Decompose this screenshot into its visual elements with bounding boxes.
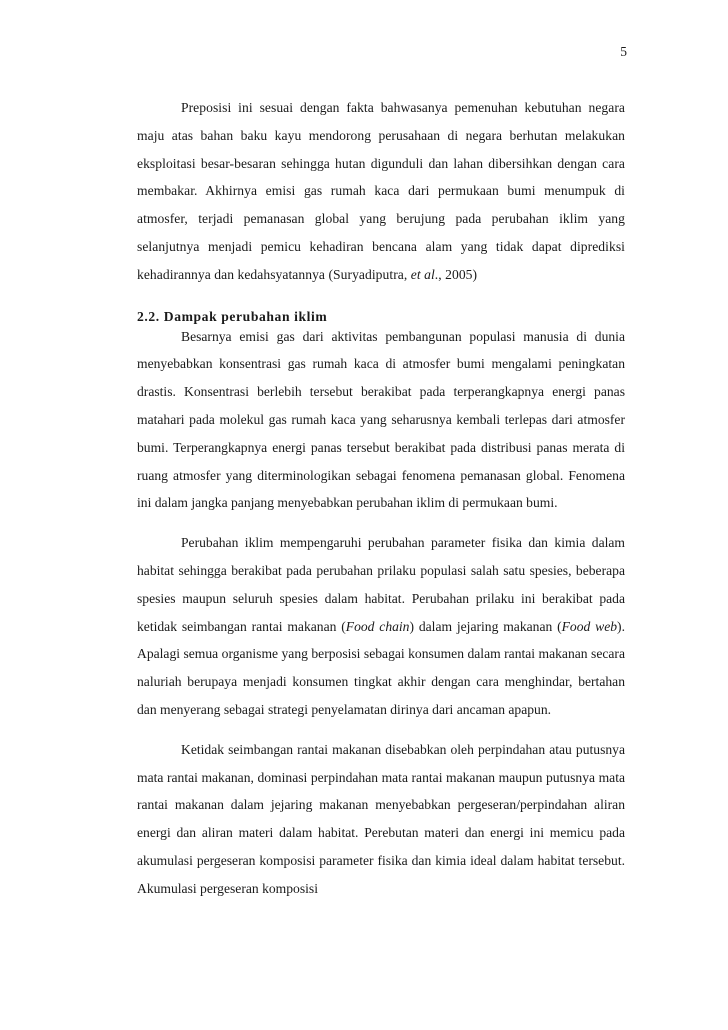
paragraph-perubahan-text-b: ) dalam jejaring makanan ( xyxy=(409,618,562,634)
page-number: 5 xyxy=(620,44,627,59)
paragraph-ketidak-seimbangan: Ketidak seimbangan rantai makanan disebabkan oleh perpindahan atau putusnya mata rantai makanan, dominasi perpindahan mata rantai makanan maupun putusnya mata rantai makanan dalam jejaring makanan menyebabkan pergeseran/perpindahan aliran energi dan aliran materi dalam habitat. Perebutan materi dan energi ini memicu pada akumulasi pergeseran komposisi parameter fisika dan kimia ideal dalam habitat tersebut. Akumulasi pergeseran komposisi xyxy=(137,741,625,896)
term-food-chain: Food chain xyxy=(345,618,410,634)
citation-year: ., 2005) xyxy=(434,266,478,282)
term-food-web: Food web xyxy=(561,618,618,634)
section-heading: 2.2. Dampak perubahan iklim xyxy=(137,308,328,324)
document-body xyxy=(137,94,625,903)
paragraph-emisi: Besarnya emisi gas dari aktivitas pembangunan populasi manusia di dunia menyebabkan konsentrasi gas rumah kaca di atmosfer bumi mengalami peningkatan drastis. Konsentrasi berlebih tersebut berakibat pada terperangkapnya energi panas matahari pada molekul gas rumah kaca yang seharusnya kembali terlepas dari atmosfer bumi. Terperangkapnya energi panas tersebut berakibat pada distribusi panas merata di ruang atmosfer yang diterminologikan sebagai fenomena pemanasan global. Fenomena ini dalam jangka panjang menyebabkan perubahan iklim di permukaan bumi. xyxy=(137,328,625,511)
citation-et-al: et al xyxy=(410,266,435,282)
paragraph-perubahan-text-a: Perubahan iklim mempengaruhi perubahan parameter fisika dan kimia dalam habitat sehingga berakibat pada perubahan prilaku populasi salah satu spesies, beberapa spesies maupun seluruh spesies dalam habitat. Perubahan prilaku ini berakibat pada ketidak seimbangan rantai makanan ( xyxy=(137,535,625,634)
paragraph-preposisi xyxy=(137,94,625,289)
paragraph-perubahan-text-c: ). Apalagi semua organisme yang berposisi sebagai konsumen dalam rantai makanan secara naluriah berupaya menjadi konsumen tingkat akhir dengan cara menghindar, bertahan dan menyerang sebagai strategi penyelamatan dirinya dari ancaman apapun. xyxy=(137,618,625,717)
paragraph-preposisi-text: Preposisi ini sesuai dengan fakta bahwasanya pemenuhan kebutuhan negara maju atas bahan baku kayu mendorong perusahaan di negara berhutan melakukan eksploitasi besar-besaran sehingga hutan digunduli dan lahan dibersihkan dengan cara membakar. Akhirnya emisi gas rumah kaca dari permukaan bumi menumpuk di atmosfer, terjadi pemanasan global yang berujung pada perubahan iklim yang selanjutnya menjadi pemicu kehadiran bencana alam yang tidak dapat diprediksi kehadirannya dan kedahsyatannya (Suryadiputra, xyxy=(137,100,625,282)
paragraph-perubahan-iklim xyxy=(137,529,625,724)
